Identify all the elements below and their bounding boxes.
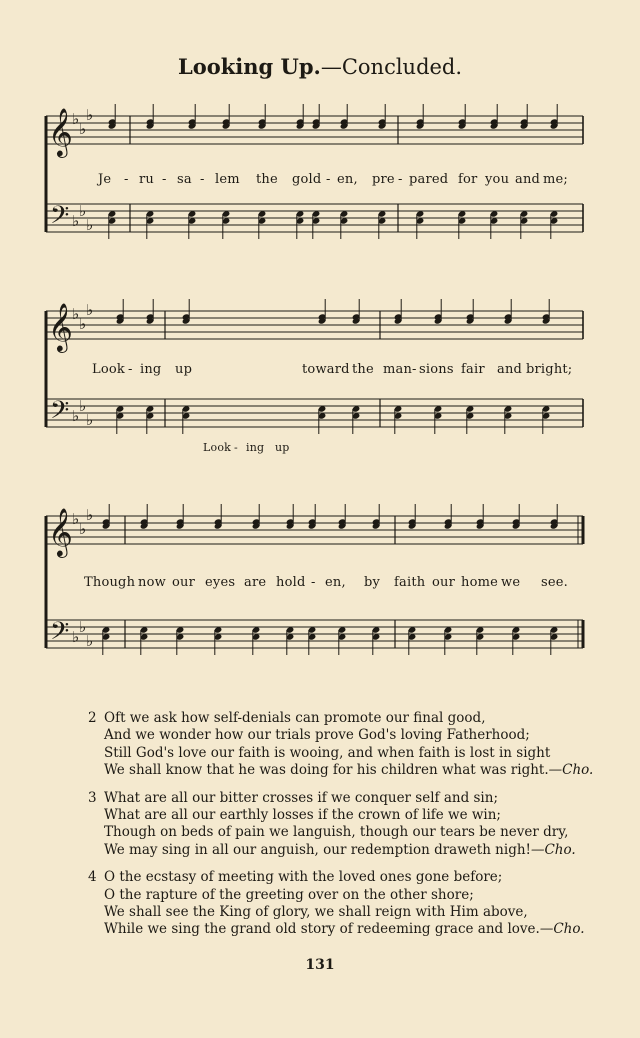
lyric-syllable: up xyxy=(175,362,193,377)
chorus-mark: —Cho. xyxy=(530,841,576,858)
note-chord xyxy=(252,504,261,530)
flat-sign-icon: ♭ xyxy=(79,315,87,333)
bass-staff xyxy=(46,399,583,427)
note-chord xyxy=(476,504,485,530)
note-chord xyxy=(352,299,361,325)
verse-line: O the ecstasy of meeting with the loved ones gone before; xyxy=(104,869,503,886)
bass-lyric-syllable: ing xyxy=(246,441,265,454)
lyric-syllable: our xyxy=(172,575,196,590)
verse-line-text: While we sing the grand old story of redeeming grace and love. xyxy=(104,921,540,938)
note-chord xyxy=(520,104,529,130)
lyric-hyphen: - xyxy=(412,362,417,377)
bass-clef-icon: 𝄢 xyxy=(50,201,70,236)
lyric-syllable: gold xyxy=(292,172,322,187)
lyric-hyphen: - xyxy=(200,172,205,187)
note-chord xyxy=(550,104,559,130)
page-number: 131 xyxy=(305,957,335,973)
flat-sign-icon: ♭ xyxy=(79,202,87,220)
verse-number: 4 xyxy=(88,869,97,886)
music-system-3 xyxy=(0,500,640,680)
lyric-syllable: sa xyxy=(177,172,192,187)
lyric-syllable: Je xyxy=(98,172,112,187)
bass-lyric-syllable: Look xyxy=(203,441,232,454)
flat-sign-icon: ♭ xyxy=(79,618,87,636)
title-sub: —Concluded. xyxy=(320,55,463,79)
note-chord xyxy=(542,299,551,325)
flat-sign-icon: ♭ xyxy=(86,632,94,650)
lyric-syllable: and xyxy=(515,172,541,187)
flat-sign-icon: ♭ xyxy=(86,506,94,524)
lyric-syllable: me; xyxy=(543,172,569,187)
treble-clef-icon: 𝄞 xyxy=(48,107,73,156)
note-chord xyxy=(108,104,117,130)
note-chord xyxy=(258,104,267,130)
note-chord xyxy=(312,104,321,130)
treble-clef-icon: 𝄞 xyxy=(48,302,73,351)
note-chord xyxy=(408,504,417,530)
lyric-syllable: fair xyxy=(461,362,485,377)
note-chord xyxy=(146,104,155,130)
note-chord xyxy=(308,504,317,530)
lyric-syllable: our xyxy=(432,575,456,590)
note-chord xyxy=(504,299,513,325)
note-chord xyxy=(378,104,387,130)
lyric-syllable: sions xyxy=(419,362,454,377)
flat-sign-icon: ♭ xyxy=(86,216,94,234)
lyric-syllable: Look xyxy=(92,362,125,377)
note-chord xyxy=(416,104,425,130)
verse-line: We shall see the King of glory, we shall reign with Him above, xyxy=(104,904,528,921)
verse-2 xyxy=(88,710,608,780)
title-main: Looking Up. xyxy=(177,54,321,79)
verse-line: O the rapture of the greeting over on the other shore; xyxy=(104,886,474,903)
lyric-syllable: by xyxy=(364,575,381,590)
bass-clef-icon: 𝄢 xyxy=(50,396,70,431)
verse-line: What are all our bitter crosses if we conquer self and sin; xyxy=(104,789,498,806)
flat-sign-icon: ♭ xyxy=(72,212,80,230)
bass-lyric-hyphen: - xyxy=(234,441,238,454)
verse-line-last xyxy=(88,842,608,859)
flat-sign-icon: ♭ xyxy=(86,301,94,319)
verses xyxy=(88,710,608,949)
chorus-mark: —Cho. xyxy=(539,921,585,938)
lyric-syllable: lem xyxy=(215,172,240,187)
lyric-syllable: ing xyxy=(140,362,162,377)
note-chord xyxy=(466,299,475,325)
note-chord xyxy=(182,299,191,325)
verse-line: Though on beds of pain we languish, though our tears be never dry, xyxy=(104,824,569,841)
lyric-hyphen: - xyxy=(398,172,403,187)
verse-line-text: We shall know that he was doing for his children what was right. xyxy=(104,762,549,779)
note-chord xyxy=(490,104,499,130)
lyric-syllable: we xyxy=(501,575,521,590)
lyric-syllable: see. xyxy=(541,575,568,590)
note-chord xyxy=(146,299,155,325)
lyric-syllable: and xyxy=(497,362,523,377)
bass-lyric-syllable: up xyxy=(275,441,290,454)
verse-line-text: We may sing in all our anguish, our redemption draweth nigh! xyxy=(104,841,531,858)
lyric-hyphen: - xyxy=(162,172,167,187)
verse-number: 2 xyxy=(88,710,97,726)
lyric-syllable: the xyxy=(256,172,278,187)
note-chord xyxy=(372,504,381,530)
lyric-hyphen: - xyxy=(311,575,316,590)
lyric-syllable: bright; xyxy=(526,362,573,377)
verse-line-last xyxy=(88,762,608,779)
flat-sign-icon: ♭ xyxy=(79,120,87,138)
flat-sign-icon: ♭ xyxy=(72,510,80,528)
chorus-mark: —Cho. xyxy=(548,762,594,779)
note-chord xyxy=(188,104,197,130)
lyric-hyphen: - xyxy=(128,362,133,377)
note-chord xyxy=(222,104,231,130)
note-chord xyxy=(458,104,467,130)
note-chord xyxy=(394,299,403,325)
verse-line: And we wonder how our trials prove God's loving Fatherhood; xyxy=(104,727,530,744)
lyric-hyphen: - xyxy=(326,172,331,187)
flat-sign-icon: ♭ xyxy=(72,110,80,128)
hymn-title xyxy=(0,54,640,79)
lyric-syllable: the xyxy=(352,362,374,377)
verse-line: Oft we ask how self-denials can promote our final good, xyxy=(104,710,486,726)
verse-3 xyxy=(88,790,608,860)
bass-clef-icon: 𝄢 xyxy=(50,617,70,652)
note-chord xyxy=(102,504,111,530)
flat-sign-icon: ♭ xyxy=(79,520,87,538)
lyric-syllable: toward xyxy=(302,362,350,377)
note-chord xyxy=(550,504,559,530)
verse-line: What are all our earthly losses if the crown of life we win; xyxy=(104,807,501,824)
lyric-syllable: faith xyxy=(394,575,426,590)
lyric-syllable: are xyxy=(244,575,267,590)
flat-sign-icon: ♭ xyxy=(72,407,80,425)
note-chord xyxy=(434,299,443,325)
verse-4 xyxy=(88,869,608,939)
note-chord xyxy=(318,299,327,325)
bass-staff xyxy=(46,204,583,232)
lyric-syllable: hold xyxy=(276,575,306,590)
lyric-hyphen: - xyxy=(124,172,129,187)
verse-line-last xyxy=(88,921,608,938)
flat-sign-icon: ♭ xyxy=(72,305,80,323)
note-chord xyxy=(512,504,521,530)
lyric-syllable: en, xyxy=(325,575,346,590)
note-chord xyxy=(176,504,185,530)
verse-number: 3 xyxy=(88,789,97,806)
treble-clef-icon: 𝄞 xyxy=(48,507,73,556)
note-chord xyxy=(340,104,349,130)
flat-sign-icon: ♭ xyxy=(86,411,94,429)
lyric-syllable: now xyxy=(138,575,166,590)
lyric-syllable: ru xyxy=(139,172,154,187)
lyric-syllable: home xyxy=(461,575,499,590)
note-chord xyxy=(286,504,295,530)
lyric-syllable: Though xyxy=(84,575,136,590)
note-chord xyxy=(444,504,453,530)
treble-staff xyxy=(46,311,583,339)
lyric-syllable: en, xyxy=(337,172,358,187)
bass-staff xyxy=(46,620,583,648)
lyric-syllable: eyes xyxy=(205,575,236,590)
lyric-syllable: for xyxy=(458,172,478,187)
flat-sign-icon: ♭ xyxy=(79,397,87,415)
flat-sign-icon: ♭ xyxy=(72,628,80,646)
lyric-syllable: pre xyxy=(372,172,395,187)
lyric-syllable: you xyxy=(485,172,510,187)
note-chord xyxy=(296,104,305,130)
note-chord xyxy=(116,299,125,325)
lyric-syllable: man xyxy=(383,362,413,377)
note-chord xyxy=(338,504,347,530)
lyric-syllable: pared xyxy=(409,172,449,187)
note-chord xyxy=(214,504,223,530)
flat-sign-icon: ♭ xyxy=(86,106,94,124)
verse-line: Still God's love our faith is wooing, and when faith is lost in sight xyxy=(104,744,551,761)
note-chord xyxy=(140,504,149,530)
